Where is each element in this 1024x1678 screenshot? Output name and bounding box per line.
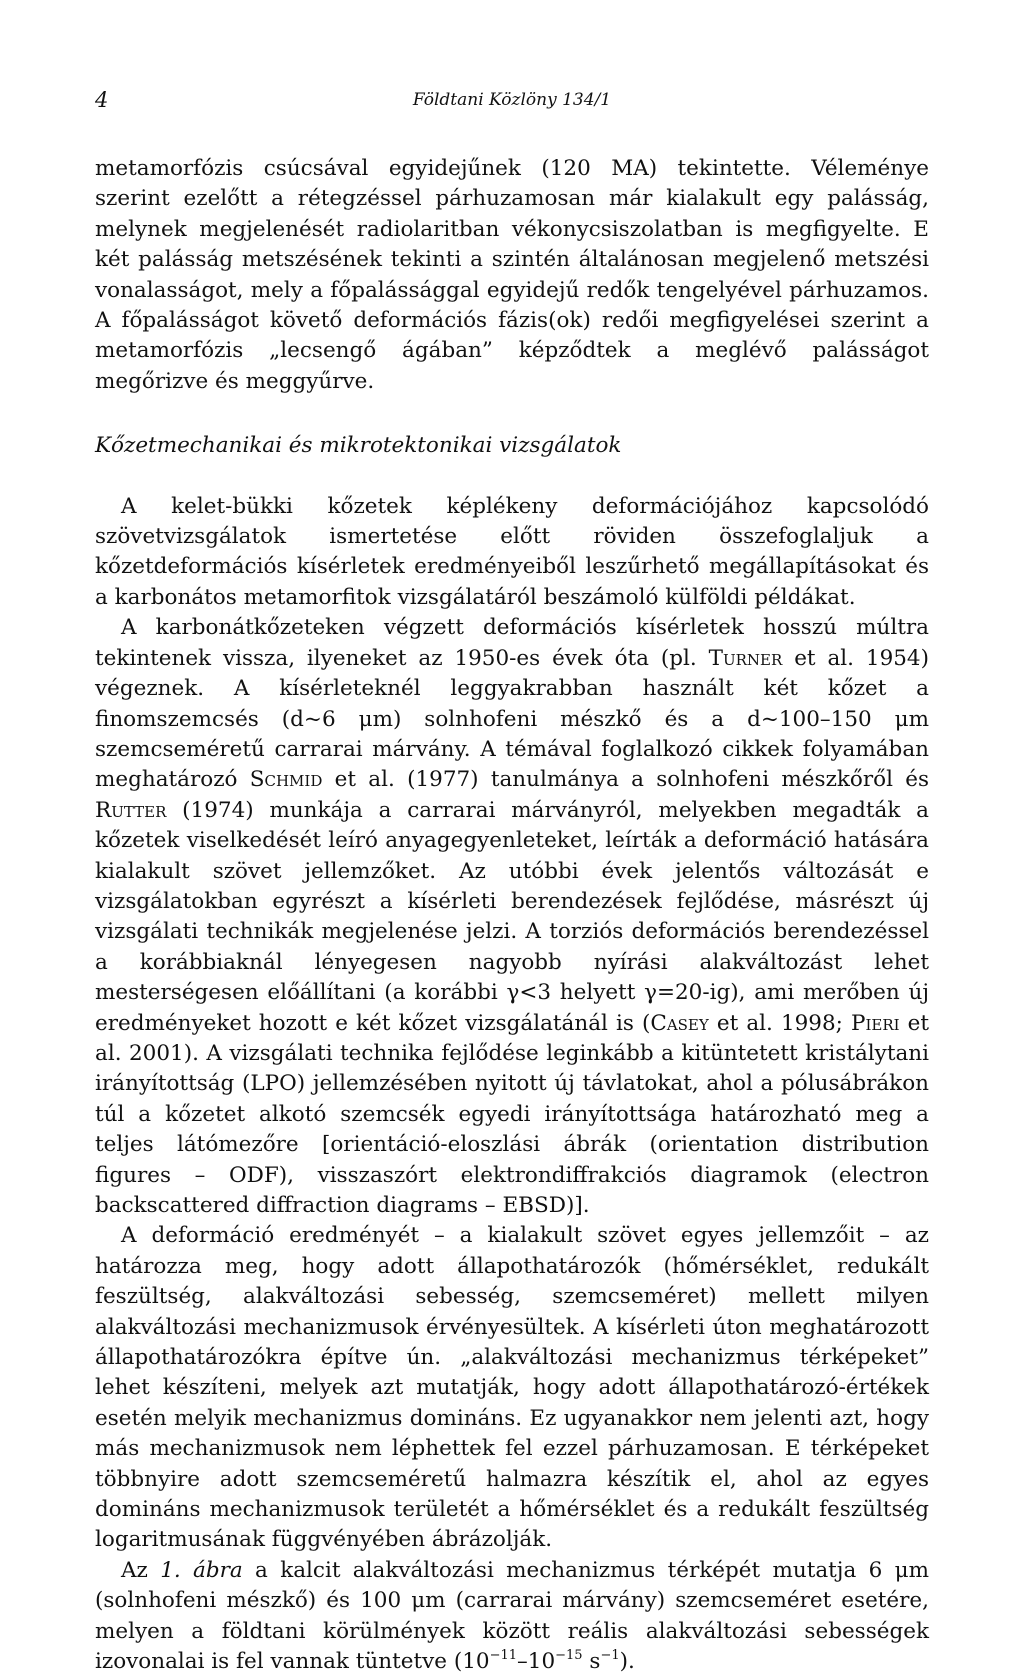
citation-turner: Turner <box>708 645 783 671</box>
citation-schmid: Schmid <box>249 767 323 793</box>
section-title: Kőzetmechanikai és mikrotektonikai vizsgálatok <box>95 433 622 459</box>
journal-title: Földtani Közlöny 134/1 <box>412 90 612 110</box>
paragraph-4 <box>95 1556 929 1678</box>
p2-text-5: et al. 1998; <box>708 1010 851 1036</box>
document-page <box>95 88 929 1678</box>
p2-text-3: et al. (1977) tanulmánya a solnhofeni mészkőről és <box>322 767 929 793</box>
intro-paragraph: metamorfózis csúcsával egyidejűnek (120 MA) tekintette. Véleménye szerint ezelőtt a rétegzéssel párhuzamosan már kialakult egy palásság, melynek megjelenését radiolaritban vékonycsiszolatban is megfigyelte. E két palásság metszésének tekinti a szintén általánosan megjelenő metszési vonalasságot, mely a főpalássággal egyidejű redők tengelyével párhuzamos. A főpalásságot követő deformációs fázis(ok) redői megfigyelései szerint a metamorfózis „lecsengő ágában” képződtek a meglévő palásságot megőrizve és meggyűrve. <box>95 156 929 394</box>
p4-text-5: ). <box>619 1649 635 1675</box>
page-number: 4 <box>95 88 109 112</box>
citation-casey: Casey <box>650 1010 709 1036</box>
p4-text-1: Az <box>121 1557 161 1583</box>
paragraph-3: A deformáció eredményét – a kialakult szövet egyes jellemzőit – az határozza meg, hogy adott állapothatározók (hőmérséklet, redukált feszültség, alakváltozási sebesség, szemcseméret) mellett milyen alakváltozási mechanizmusok érvényesültek. A kísérleti úton meghatározott állapothatározókra építve ún. „alakváltozási mechanizmus térképeket” lehet készíteni, melyek azt mutatják, hogy adott állapothatározó-értékek esetén melyik mechanizmus domináns. Ez ugyanakkor nem jelenti azt, hogy más mechanizmusok nem léphettek fel ezzel párhuzamosan. E térképeket többnyire adott szemcseméretű halmazra készítik el, ahol az egyes domináns mechanizmusok területét a hőmérséklet és a redukált feszültség logaritmusának függvényében ábrázolják. <box>95 1223 929 1553</box>
figure-reference: 1. ábra <box>160 1557 243 1583</box>
p2-text-2: et al. 1954) végeznek. A kísérleteknél leggyakrabban használt két kőzet a finomszemcsés (d~6 μm) solnhofeni mészkő és a d~100–150 μm szemcseméretű carrarai márvány. A témával foglalkozó cikkek folyamában meghatározó <box>95 645 929 793</box>
p2-text-1: A karbonátkőzeteken végzett deformációs kísérletek hosszú múltra tekintenek vissza, ilyeneket az 1950-es évek óta (pl. <box>95 615 929 671</box>
citation-rutter: Rutter <box>95 797 167 823</box>
p2-text-4: (1974) munkája a carrarai márványról, melyekben megadták a kőzetek viselkedését leíró anyagegyenleteket, leírták a deformáció hatására kialakult szövet jellemzőket. Az utóbbi évek jelentős változását e vizsgálatokban egyrészt a kísérleti berendezések fejlődése, másrészt új vizsgálati technikák megjelenése jelzi. A torziós deformációs berendezéssel a korábbiaknál lényegesen nagyobb nyírási alakváltozást lehet mesterségesen előállítani (a korábbi γ<3 helyett γ=20-ig), ami merőben új eredményeket hozott e két kőzet vizsgálatánál is ( <box>95 797 929 1036</box>
exponent-2: −15 <box>555 1648 583 1664</box>
running-header <box>95 88 929 122</box>
p2-text-6: et al. 2001). A vizsgálati technika fejlődése leginkább a kitüntetett kristálytani irányítottság (LPO) jellemzésében nyitott új távlatokat, ahol a pólusábrákon túl a kőzetet alkotó szemcsék egyedi irányítottsága határozható meg a teljes látómezőre [orientáció-eloszlási ábrák (orientation distribution figures – ODF), visszaszórt elektrondiffrakciós diagramok (electron backscattered diffraction diagrams – EBSD)]. <box>95 1010 929 1218</box>
citation-pieri: Pieri <box>850 1010 900 1036</box>
p4-text-2: a kalcit alakváltozási mechanizmus térképét mutatja 6 μm (solnhofeni mészkő) és 100 μm (carrarai márvány) szemcseméret esetére, melyen a földtani körülmények között reális alakváltozási sebességek izovonalai is fel vannak tüntetve (10 <box>95 1557 929 1675</box>
paragraph-2 <box>95 613 929 1221</box>
exponent-3: −1 <box>600 1648 620 1664</box>
exponent-1: −11 <box>489 1648 518 1664</box>
p4-text-4: s <box>582 1649 601 1675</box>
paragraph-1: A kelet-bükki kőzetek képlékeny deformációjához kapcsolódó szövetvizsgálatok ismertetése előtt röviden összefoglaljuk a kőzetdeformációs kísérletek eredményeiből leszűrhető megállapításokat és a karbonátos metamorfitok vizsgálatáról beszámoló külföldi példákat. <box>95 493 929 610</box>
p4-text-3: –10 <box>517 1649 556 1675</box>
